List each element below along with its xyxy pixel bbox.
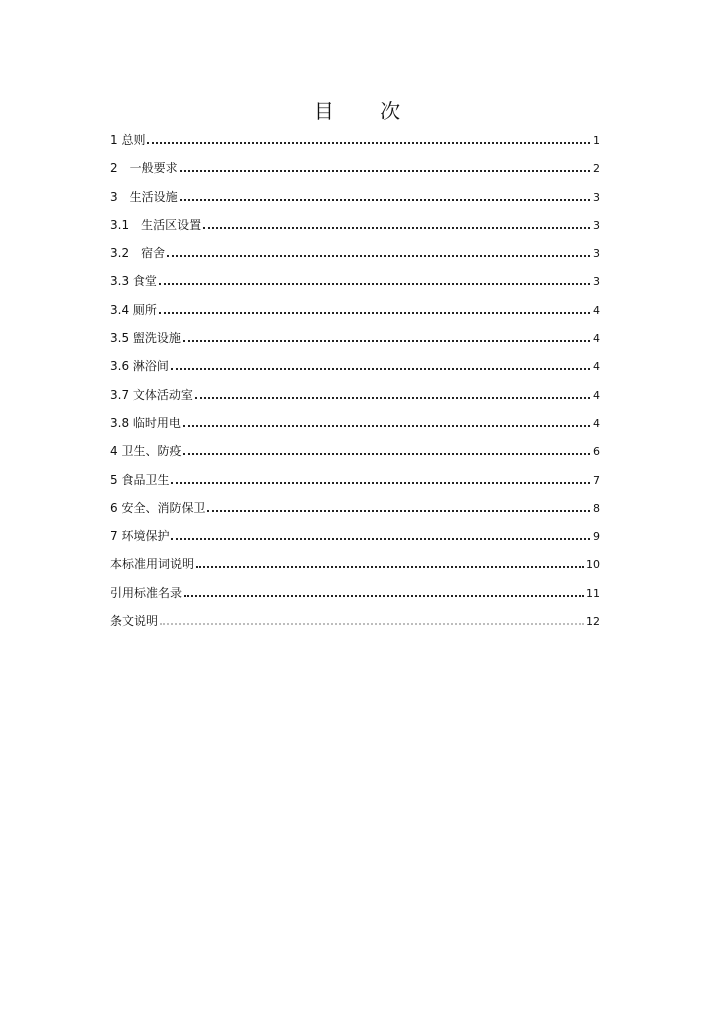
toc-entry-label: 3.6 淋浴间	[110, 359, 169, 374]
toc-leader-dots	[160, 614, 584, 625]
toc-entry-label: 5 食品卫生	[110, 472, 170, 487]
toc-entry-label: 3 生活设施	[110, 189, 178, 204]
toc-entry[interactable]	[110, 329, 600, 357]
toc-leader-dots	[180, 190, 590, 201]
toc-entry-page: 9	[593, 530, 600, 544]
toc-entry[interactable]	[110, 131, 600, 159]
toc-entry-label: 3.2 宿舍	[110, 246, 166, 261]
toc-leader-dots	[171, 359, 590, 370]
toc-entry-label: 条文说明	[110, 614, 159, 629]
toc-entry[interactable]	[110, 301, 600, 329]
toc-entry[interactable]	[110, 442, 600, 470]
toc-entry-label: 3.1 生活区设置	[110, 217, 202, 232]
toc-entry-label: 7 环境保护	[110, 529, 170, 544]
toc-leader-dots	[196, 557, 584, 568]
toc-entry-page: 3	[593, 247, 600, 261]
toc-entry-label: 3.8 临时用电	[110, 415, 181, 430]
toc-entry-page: 4	[593, 303, 600, 317]
toc-entry-page: 3	[593, 218, 600, 232]
toc-entry-page: 8	[593, 501, 600, 515]
toc-entry[interactable]	[110, 555, 600, 583]
toc-leader-dots	[184, 586, 584, 597]
toc-entry-label: 3.4 厕所	[110, 302, 157, 317]
toc-entry[interactable]	[110, 357, 600, 385]
toc-entry[interactable]	[110, 584, 600, 612]
toc-entry-page: 2	[593, 162, 600, 176]
toc-entry[interactable]	[110, 612, 600, 640]
toc-leader-dots	[207, 501, 590, 512]
toc-entry[interactable]	[110, 188, 600, 216]
toc-leader-dots	[180, 161, 590, 172]
toc-entry-label: 本标准用词说明	[110, 557, 195, 572]
toc-entry-page: 10	[586, 558, 600, 572]
toc-leader-dots	[171, 529, 590, 540]
toc-entry-label: 3.5 盥洗设施	[110, 331, 181, 346]
toc-entry-page: 6	[593, 445, 600, 459]
toc-entry-page: 1	[593, 134, 600, 147]
toc-entry-page: 11	[586, 586, 600, 600]
toc-entry[interactable]	[110, 471, 600, 499]
toc-entry-page: 12	[586, 615, 600, 629]
toc-entry-page: 4	[593, 332, 600, 346]
toc-entry-label: 3.7 文体活动室	[110, 387, 193, 402]
toc-leader-dots	[183, 331, 590, 342]
toc-entry-label: 2 一般要求	[110, 161, 178, 176]
toc-leader-dots	[167, 246, 590, 257]
toc-entry-label: 4 卫生、防疫	[110, 444, 182, 459]
toc-entry-label: 引用标准名录	[110, 585, 183, 600]
toc-entry-page: 4	[593, 388, 600, 402]
toc-leader-dots	[203, 218, 590, 229]
toc-leader-dots	[147, 133, 590, 144]
toc-entry-label: 6 安全、消防保卫	[110, 500, 206, 515]
toc-entry[interactable]	[110, 527, 600, 555]
toc-entry-page: 3	[593, 275, 600, 289]
toc-entry-label: 1 总则	[110, 133, 146, 147]
toc-entry-page: 7	[593, 473, 600, 487]
toc-entry[interactable]	[110, 386, 600, 414]
toc-leader-dots	[159, 274, 590, 285]
toc-leader-dots	[159, 303, 590, 314]
toc-entry[interactable]	[110, 499, 600, 527]
toc-entry[interactable]	[110, 216, 600, 244]
toc-entry[interactable]	[110, 414, 600, 442]
toc-leader-dots	[183, 444, 590, 455]
toc-entry[interactable]	[110, 272, 600, 300]
toc-entry[interactable]	[110, 244, 600, 272]
toc-entry[interactable]	[110, 159, 600, 187]
toc-leader-dots	[183, 416, 590, 427]
toc-entry-label: 3.3 食堂	[110, 274, 157, 289]
toc-leader-dots	[171, 473, 590, 484]
toc-entry-page: 3	[593, 190, 600, 204]
toc-entry-page: 4	[593, 416, 600, 430]
toc-entry-page: 4	[593, 360, 600, 374]
toc-leader-dots	[195, 388, 590, 399]
toc-list	[110, 131, 600, 640]
toc-title: 目 次	[313, 99, 421, 123]
